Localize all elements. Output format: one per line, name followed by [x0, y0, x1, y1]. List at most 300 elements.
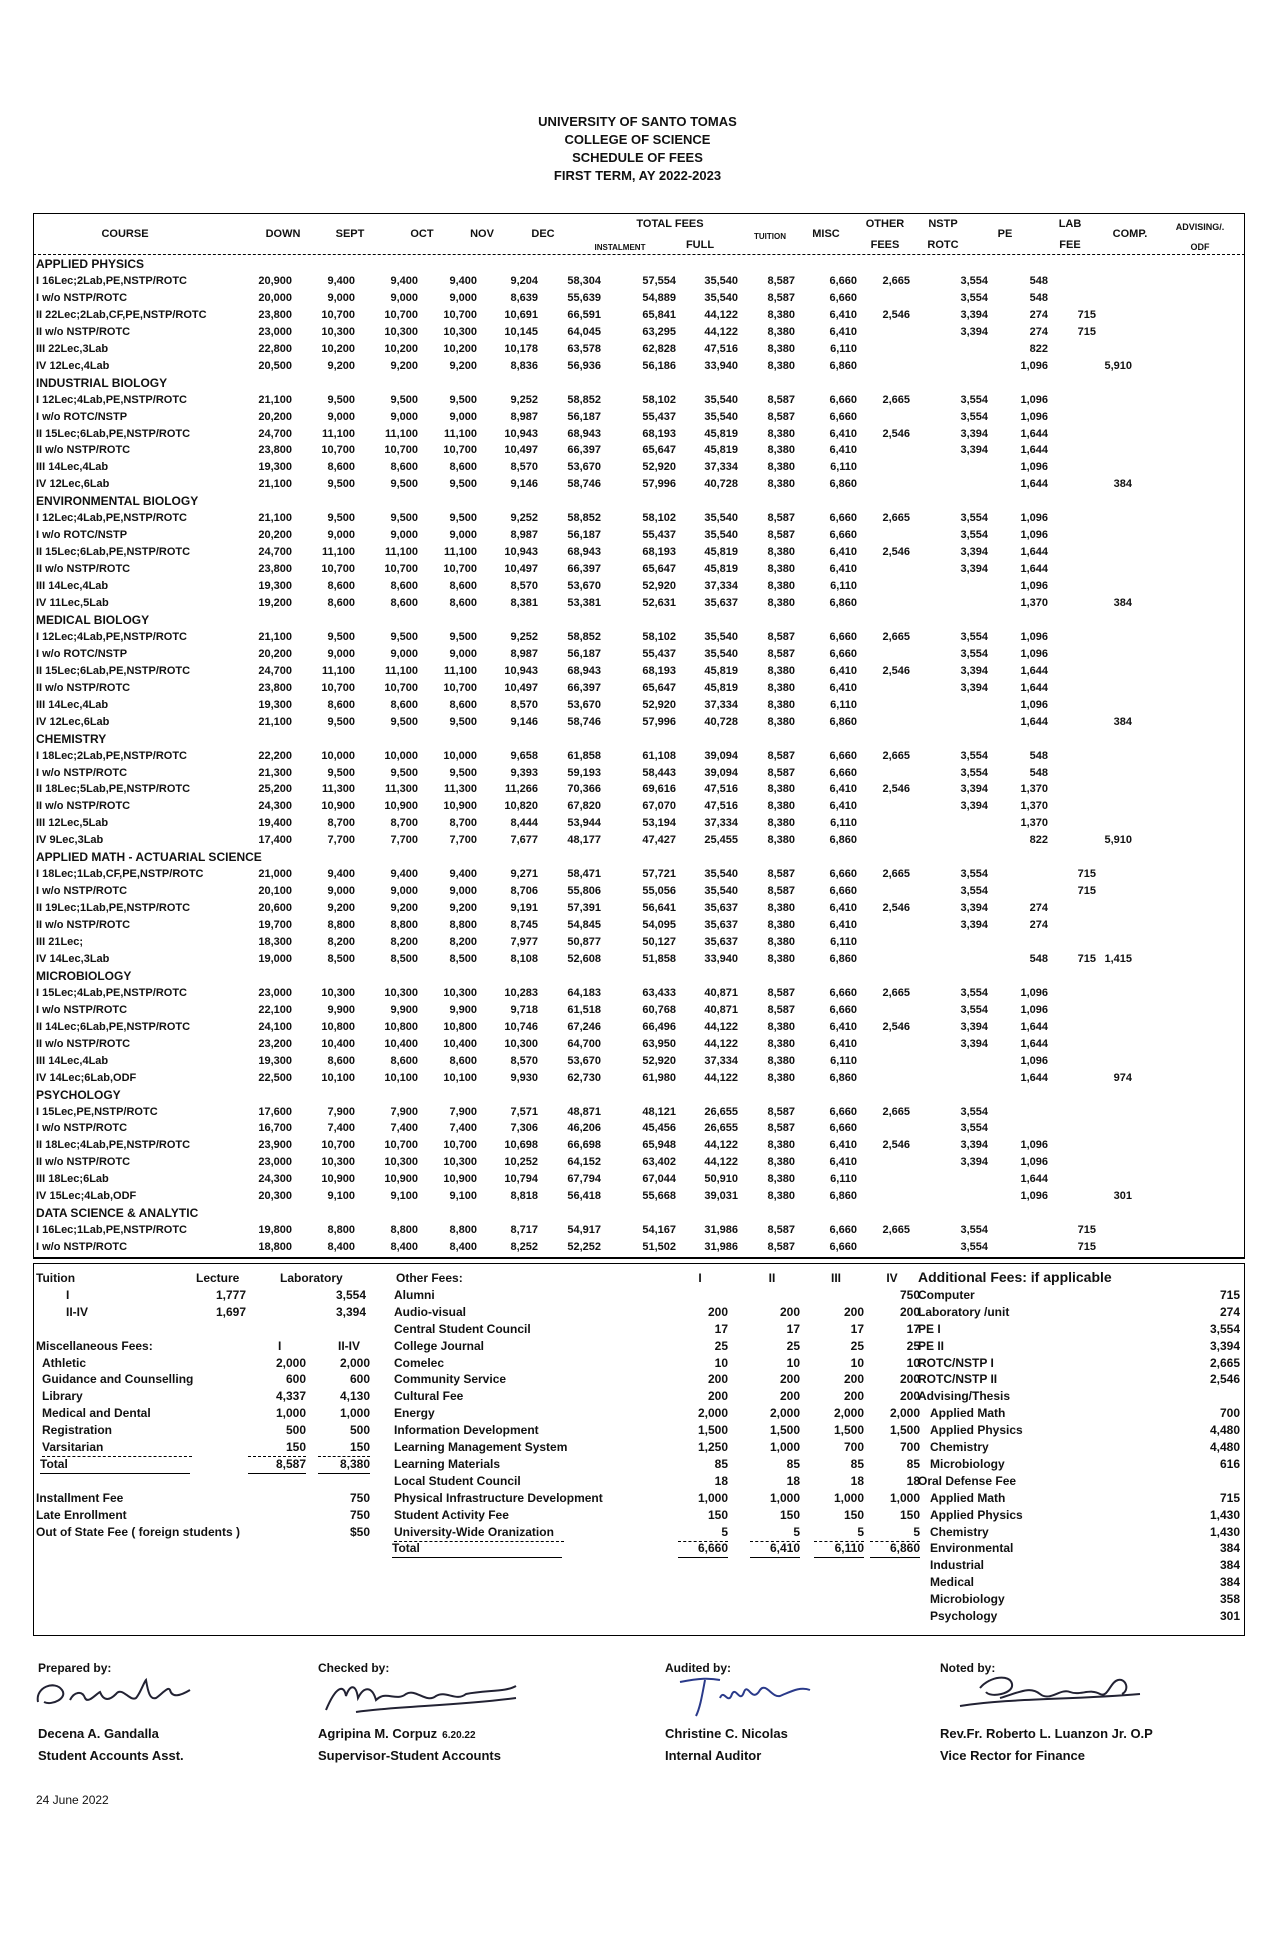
fee-cell: 6,110	[830, 817, 857, 830]
fee-cell: 8,444	[510, 817, 538, 830]
fee-cell: 8,600	[449, 597, 477, 609]
other-fee-name: Physical Infrastructure Development	[394, 1490, 603, 1505]
additional-fee-amount: 2,665	[1209, 1355, 1240, 1370]
additional-fee-amount: 3,554	[1209, 1321, 1240, 1336]
other-fee-value: 1,250	[697, 1440, 728, 1454]
fee-cell: 7,700	[449, 834, 477, 847]
fee-cell: 63,950	[642, 1037, 676, 1050]
col-header-total-fees: TOTAL FEES	[636, 218, 704, 230]
signatory-date: 6.20.22	[442, 1730, 476, 1741]
other-fee-value: 25	[786, 1338, 800, 1353]
fee-cell: 65,841	[642, 308, 676, 321]
fee-cell: 8,200	[390, 936, 418, 948]
other-fee-value: 6,660	[678, 1540, 728, 1558]
fee-cell: 54,845	[567, 919, 601, 931]
fee-cell: 58,443	[642, 766, 676, 779]
fee-cell: 3,554	[960, 529, 988, 542]
fee-cell: 715	[1077, 1224, 1096, 1237]
fee-cell: 8,380	[767, 1037, 795, 1050]
fee-cell: 58,304	[567, 274, 601, 287]
fee-cell: 17,400	[258, 834, 292, 847]
tuition-lecture-header: Lecture	[196, 1271, 240, 1285]
other-fee-value: 200	[899, 1304, 920, 1319]
fee-cell: 19,200	[258, 597, 292, 609]
fee-cell: 58,852	[567, 393, 601, 406]
fee-cell: 8,987	[510, 529, 538, 542]
fee-cell: 1,644	[1020, 478, 1048, 491]
fee-cell: 68,943	[567, 664, 601, 677]
other-fee-value: 700	[899, 1440, 920, 1454]
other-fee-value: 85	[786, 1456, 800, 1471]
fee-cell: 3,394	[960, 902, 988, 915]
fee-cell: 9,000	[327, 410, 355, 423]
other-fee-name: Community Service	[394, 1372, 507, 1387]
fee-cell: 10,900	[443, 1173, 477, 1186]
fee-cell: 10,300	[443, 325, 477, 338]
misc-fee-name: Guidance and Counselling	[42, 1372, 194, 1387]
additional-fee-amount: 274	[1219, 1304, 1240, 1319]
fee-cell: 9,000	[390, 647, 418, 660]
other-fee-value: 1,000	[889, 1490, 920, 1505]
fee-cell: 715	[1077, 868, 1096, 881]
fee-cell: 48,871	[567, 1105, 601, 1118]
other-fee-value: 2,000	[833, 1406, 864, 1421]
fee-cell: 10,100	[321, 1071, 355, 1084]
fee-cell: 9,000	[449, 410, 477, 423]
fee-cell: 8,380	[767, 664, 795, 677]
fee-cell: 1,096	[1020, 1139, 1048, 1152]
fee-cell: 5,910	[1104, 359, 1132, 372]
section-heading: MEDICAL BIOLOGY	[36, 613, 150, 627]
fee-cell: 10,497	[504, 563, 538, 576]
fee-cell: 25,455	[704, 834, 738, 847]
fee-cell: 57,996	[642, 478, 676, 491]
fee-cell: 1,370	[1020, 817, 1048, 830]
fee-cell: 24,700	[258, 546, 292, 559]
fee-cell: 8,380	[767, 597, 795, 609]
misc-fee-name: Total	[40, 1456, 190, 1474]
fee-cell: 3,554	[960, 885, 988, 898]
other-fee-value: 200	[843, 1372, 864, 1387]
fee-cell: 60,768	[642, 1003, 676, 1016]
fee-cell: 8,700	[449, 817, 477, 830]
fee-cell: 3,554	[960, 1003, 988, 1016]
col-header-tuition: TUITION	[754, 232, 786, 241]
fee-cell: 11,100	[321, 664, 355, 677]
fee-cell: 57,996	[642, 715, 676, 728]
fee-cell: 8,587	[767, 868, 795, 881]
other-fee-value: 6,860	[870, 1540, 920, 1558]
fee-cell: 6,410	[829, 308, 857, 321]
fee-cell: 66,496	[642, 1020, 676, 1033]
fee-cell: 10,700	[384, 444, 418, 457]
fee-cell: 7,400	[449, 1122, 477, 1135]
fee-cell: 3,554	[960, 1105, 988, 1118]
fee-cell: 52,920	[642, 1054, 676, 1067]
course-label: I w/o ROTC/NSTP	[36, 410, 128, 423]
fee-cell: 6,660	[829, 1241, 857, 1254]
fee-cell: 68,193	[642, 546, 676, 559]
fee-cell: 9,252	[510, 630, 538, 643]
col-header-full: FULL	[685, 239, 715, 251]
fee-cell: 9,500	[449, 478, 477, 491]
fee-cell: 10,900	[443, 800, 477, 813]
fee-cell: 17,600	[258, 1105, 292, 1118]
fee-cell: 10,000	[443, 749, 477, 762]
fee-cell: 3,554	[960, 410, 988, 423]
fee-cell: 19,000	[258, 952, 292, 965]
fee-cell: 6,660	[829, 512, 857, 525]
misc-fee-name: Registration	[42, 1423, 113, 1438]
fee-cell: 8,380	[767, 308, 795, 321]
fee-cell: 9,900	[390, 1003, 418, 1016]
other-fee-value: 1,000	[697, 1490, 728, 1505]
fee-cell: 55,437	[642, 529, 676, 542]
fee-cell: 10,300	[321, 325, 355, 338]
document-title: SCHEDULE OF FEES	[572, 150, 703, 165]
fee-cell: 10,691	[504, 308, 538, 321]
fee-cell: 6,410	[829, 919, 857, 931]
fee-cell: 44,122	[704, 1156, 738, 1169]
fee-cell: 8,600	[449, 461, 477, 474]
fee-cell: 10,300	[504, 1037, 538, 1050]
fee-cell: 58,471	[567, 868, 601, 881]
course-label: IV 15Lec;4Lab,ODF	[36, 1190, 137, 1203]
fee-cell: 9,400	[449, 868, 477, 881]
fee-cell: 1,644	[1020, 715, 1048, 728]
fee-cell: 3,394	[960, 546, 988, 559]
fee-cell: 58,102	[642, 512, 676, 525]
fee-cell: 51,858	[642, 952, 676, 965]
fee-cell: 9,200	[449, 902, 477, 915]
fee-cell: 9,400	[390, 274, 418, 287]
other-fees-title: Other Fees:	[396, 1271, 463, 1285]
fee-cell: 8,800	[327, 1224, 355, 1237]
other-fee-value: 200	[707, 1389, 728, 1404]
fee-cell: 24,700	[258, 664, 292, 677]
fee-cell: 1,644	[1020, 681, 1048, 694]
fee-cell: 67,820	[567, 800, 601, 813]
fee-cell: 10,700	[443, 1139, 477, 1152]
course-label: II w/o NSTP/ROTC	[36, 325, 131, 338]
fee-cell: 548	[1029, 291, 1048, 304]
fee-cell: 10,698	[504, 1139, 538, 1152]
other-fee-value: 10	[906, 1355, 920, 1370]
fee-cell: 1,096	[1020, 529, 1048, 542]
fee-cell: 8,587	[767, 630, 795, 643]
other-fee-value: 18	[906, 1473, 920, 1488]
fee-cell: 6,660	[829, 1224, 857, 1237]
fee-cell: 20,900	[258, 274, 292, 287]
fee-cell: 10,900	[384, 800, 418, 813]
fee-cell: 56,418	[567, 1190, 601, 1203]
misc-fee-i: 2,000	[275, 1355, 306, 1370]
other-fee-value: 10	[714, 1355, 728, 1370]
other-fee-name: Local Student Council	[394, 1473, 521, 1488]
fee-cell: 10,000	[384, 749, 418, 762]
fee-cell: 9,500	[327, 512, 355, 525]
misc-fee-ii-iv: 4,130	[339, 1389, 370, 1404]
extra-fee-amount: 750	[349, 1507, 370, 1522]
fee-cell: 65,948	[642, 1139, 676, 1152]
additional-fee-amount: 384	[1219, 1575, 1240, 1590]
fee-cell: 68,193	[642, 427, 676, 440]
fee-cell: 23,000	[258, 325, 292, 338]
fee-cell: 10,700	[321, 444, 355, 457]
fee-cell: 8,800	[390, 1224, 418, 1237]
fee-cell: 10,497	[504, 681, 538, 694]
fee-cell: 10,178	[504, 342, 538, 355]
fee-cell: 8,800	[449, 919, 477, 931]
misc-col-ii-iv: II-IV	[338, 1338, 361, 1353]
other-fee-value: 200	[899, 1389, 920, 1404]
fee-cell: 35,637	[704, 597, 738, 609]
fee-cell: 3,554	[960, 291, 988, 304]
fee-cell: 25,200	[258, 783, 292, 796]
fee-cell: 8,717	[510, 1224, 538, 1237]
fee-cell: 9,500	[449, 512, 477, 525]
fee-cell: 1,096	[1020, 461, 1048, 474]
fee-cell: 35,540	[704, 291, 738, 304]
fee-cell: 2,546	[882, 902, 910, 915]
course-label: I 12Lec;4Lab,PE,NSTP/ROTC	[36, 512, 187, 525]
fee-cell: 11,300	[321, 783, 355, 796]
fee-cell: 21,100	[258, 630, 292, 643]
fee-cell: 9,000	[390, 410, 418, 423]
col-header-lab-fee: FEE	[1059, 239, 1081, 251]
col-header-rotc: ROTC	[927, 239, 959, 251]
col-header-other: OTHER	[865, 218, 905, 230]
fee-cell: 2,665	[882, 749, 910, 762]
fee-cell: 1,370	[1020, 783, 1048, 796]
fee-cell: 274	[1029, 325, 1048, 338]
other-fee-value: 200	[779, 1389, 800, 1404]
fee-cell: 10,400	[443, 1037, 477, 1050]
fee-cell: 1,096	[1020, 1190, 1048, 1203]
fee-cell: 8,380	[767, 902, 795, 915]
fee-cell: 56,187	[567, 647, 601, 660]
fee-cell: 35,540	[704, 885, 738, 898]
fee-cell: 53,670	[567, 580, 601, 592]
course-label: III 21Lec;	[36, 936, 84, 948]
course-label: III 14Lec,4Lab	[36, 698, 109, 711]
signatory-name: Agripina M. Corpuz 6.20.22	[318, 1726, 476, 1741]
fee-cell: 10,200	[443, 342, 477, 355]
other-fee-value: 2,000	[889, 1406, 920, 1421]
other-fee-value: 5	[678, 1524, 728, 1542]
course-label: II 15Lec;6Lab,PE,NSTP/ROTC	[36, 427, 191, 440]
other-fee-name: Central Student Council	[394, 1321, 531, 1336]
course-label: IV 12Lec,4Lab	[36, 359, 110, 372]
fee-cell: 9,500	[327, 715, 355, 728]
other-fee-value: 17	[906, 1321, 920, 1336]
fee-cell: 7,900	[449, 1105, 477, 1118]
fee-cell: 10,300	[384, 325, 418, 338]
fee-cell: 10,700	[384, 308, 418, 321]
fee-cell: 45,819	[704, 546, 738, 559]
fee-cell: 19,800	[258, 1224, 292, 1237]
fee-cell: 10,100	[384, 1071, 418, 1084]
fee-cell: 8,380	[767, 342, 795, 355]
fee-cell: 3,394	[960, 308, 988, 321]
fee-cell: 8,600	[327, 1054, 355, 1067]
misc-fee-name: Library	[42, 1389, 83, 1404]
fee-cell: 35,637	[704, 902, 738, 915]
additional-fee-amount: 3,394	[1209, 1338, 1240, 1353]
fee-cell: 8,380	[767, 681, 795, 694]
fee-cell: 37,334	[704, 461, 738, 474]
fee-cell: 6,660	[829, 1105, 857, 1118]
fee-cell: 9,100	[449, 1190, 477, 1203]
fee-cell: 22,200	[258, 749, 292, 762]
fee-cell: 64,045	[567, 325, 601, 338]
course-label: III 22Lec,3Lab	[36, 342, 109, 355]
other-fee-value: 25	[714, 1338, 728, 1353]
section-heading: DATA SCIENCE & ANALYTIC	[36, 1206, 199, 1221]
fee-cell: 19,300	[258, 1054, 292, 1067]
col-header-advising: ADVISING/.	[1175, 222, 1225, 232]
tuition-lab-header: Laboratory	[280, 1271, 343, 1285]
fee-cell: 8,500	[449, 952, 477, 965]
other-fee-value: 25	[906, 1338, 920, 1353]
university-title: UNIVERSITY OF SANTO TOMAS	[538, 114, 737, 129]
fee-cell: 20,100	[258, 885, 292, 898]
fee-cell: 9,400	[327, 868, 355, 881]
other-fee-name: Comelec	[394, 1355, 445, 1370]
fee-cell: 3,554	[960, 512, 988, 525]
fee-cell: 8,380	[767, 952, 795, 965]
fee-cell: 47,427	[642, 834, 676, 847]
fee-cell: 2,665	[882, 274, 910, 287]
fee-cell: 10,700	[321, 1139, 355, 1152]
fee-cell: 301	[1113, 1190, 1132, 1203]
signature-luanzon	[950, 1668, 1170, 1718]
fee-cell: 8,600	[390, 580, 418, 592]
fee-cell: 53,670	[567, 1054, 601, 1067]
col-header-oct: OCT	[410, 228, 434, 240]
additional-fee-amount: 4,480	[1209, 1440, 1240, 1454]
fee-cell: 9,000	[327, 885, 355, 898]
fee-cell: 10,100	[443, 1071, 477, 1084]
fee-cell: 1,644	[1020, 444, 1048, 457]
fee-cell: 2,665	[882, 1224, 910, 1237]
fee-cell: 2,665	[882, 986, 910, 999]
fee-cell: 384	[1113, 597, 1132, 609]
fee-cell: 8,587	[767, 291, 795, 304]
fee-cell: 63,402	[642, 1156, 676, 1169]
fee-cell: 10,700	[443, 681, 477, 694]
other-fee-value: 18	[786, 1473, 800, 1488]
additional-fee-amount: 2,546	[1209, 1372, 1240, 1387]
fee-cell: 1,644	[1020, 1173, 1048, 1186]
fee-cell: 8,587	[767, 529, 795, 542]
misc-fee-i: 600	[285, 1372, 306, 1387]
fee-cell: 44,122	[704, 1020, 738, 1033]
fee-cell: 8,600	[449, 1054, 477, 1067]
other-fee-value: 10	[786, 1355, 800, 1370]
fee-cell: 44,122	[704, 1071, 738, 1084]
fee-cell: 8,381	[510, 597, 538, 609]
fee-cell: 6,660	[829, 885, 857, 898]
other-fee-value: 1,000	[769, 1440, 800, 1454]
fee-cell: 33,940	[704, 952, 738, 965]
additional-fee-name: Applied Math	[930, 1406, 1006, 1421]
fee-cell: 6,110	[830, 1173, 857, 1186]
course-label: IV 14Lec,3Lab	[36, 952, 110, 965]
fee-cell: 6,110	[830, 580, 857, 592]
fee-cell: 56,641	[642, 902, 676, 915]
fee-cell: 57,391	[567, 902, 601, 915]
fee-cell: 8,600	[390, 698, 418, 711]
fee-cell: 64,183	[567, 986, 601, 999]
fee-cell: 37,334	[704, 580, 738, 592]
fee-cell: 6,660	[829, 986, 857, 999]
fee-cell: 6,410	[829, 664, 857, 677]
additional-fee-name: Medical	[930, 1575, 975, 1590]
fee-cell: 9,204	[510, 274, 538, 287]
fee-cell: 6,410	[829, 563, 857, 576]
additional-fee-amount: 715	[1219, 1490, 1240, 1505]
tuition-title: Tuition	[36, 1271, 76, 1285]
fee-cell: 21,100	[258, 478, 292, 491]
fee-cell: 8,380	[767, 461, 795, 474]
fee-cell: 65,647	[642, 681, 676, 694]
fee-cell: 7,306	[510, 1122, 538, 1135]
course-label: III 18Lec;6Lab	[36, 1173, 109, 1186]
fee-cell: 44,122	[704, 308, 738, 321]
fee-cell: 9,000	[449, 291, 477, 304]
fee-cell: 9,200	[390, 359, 418, 372]
course-label: II w/o NSTP/ROTC	[36, 919, 131, 931]
fee-cell: 8,700	[327, 817, 355, 830]
additional-fee-name: Microbiology	[930, 1592, 1005, 1607]
other-fee-value: 1,000	[833, 1490, 864, 1505]
fee-cell: 23,900	[258, 1139, 292, 1152]
fee-cell: 8,500	[390, 952, 418, 965]
fee-cell: 6,110	[830, 698, 857, 711]
fee-cell: 39,094	[704, 766, 738, 779]
fee-cell: 9,100	[327, 1190, 355, 1203]
fee-cell: 1,644	[1020, 1020, 1048, 1033]
fee-cell: 8,380	[767, 834, 795, 847]
fee-cell: 548	[1029, 952, 1048, 965]
fee-cell: 3,554	[960, 1122, 988, 1135]
fee-cell: 10,800	[321, 1020, 355, 1033]
other-fee-name: College Journal	[394, 1338, 485, 1353]
course-label: II 15Lec;6Lab,PE,NSTP/ROTC	[36, 546, 191, 559]
fee-cell: 19,300	[258, 698, 292, 711]
other-fee-value: 2,000	[697, 1406, 728, 1421]
fee-cell: 6,410	[829, 1139, 857, 1152]
fee-cell: 6,410	[829, 902, 857, 915]
fee-cell: 8,380	[767, 1173, 795, 1186]
fee-cell: 8,587	[767, 410, 795, 423]
fee-cell: 54,095	[642, 919, 676, 931]
fee-cell: 3,394	[960, 1156, 988, 1169]
fee-cell: 8,380	[767, 580, 795, 592]
fee-cell: 10,900	[321, 800, 355, 813]
section-heading: ENVIRONMENTAL BIOLOGY	[36, 494, 199, 509]
fee-cell: 3,394	[960, 783, 988, 796]
fee-cell: 23,000	[258, 986, 292, 999]
other-fee-value: 200	[899, 1372, 920, 1387]
fee-cell: 8,587	[767, 1003, 795, 1016]
fee-cell: 21,100	[258, 715, 292, 728]
fee-cell: 3,554	[960, 868, 988, 881]
fee-cell: 1,096	[1020, 630, 1048, 643]
fee-cell: 1,644	[1020, 427, 1048, 440]
tuition-year: I	[66, 1287, 70, 1302]
